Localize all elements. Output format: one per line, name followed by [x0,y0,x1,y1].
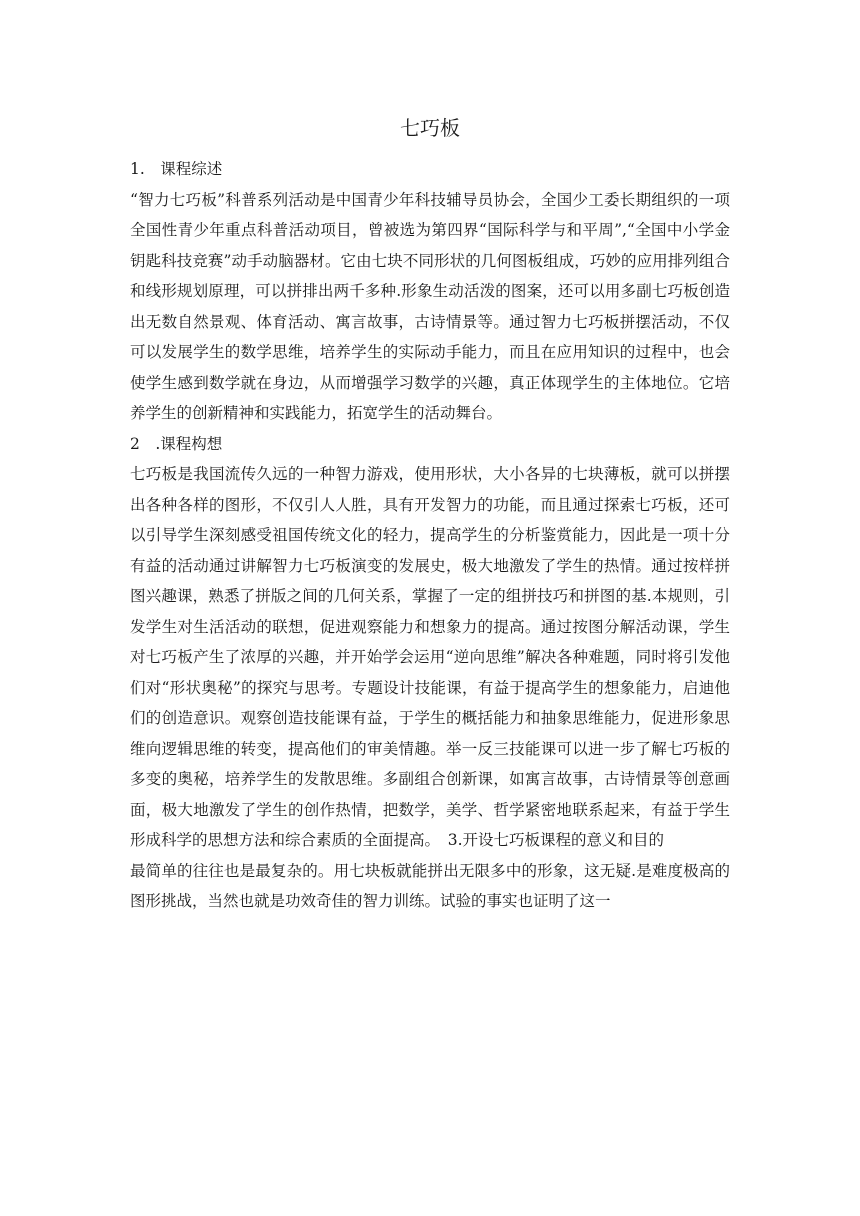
paragraph-course-concept: 七巧板是我国流传久远的一种智力游戏，使用形状，大小各异的七块薄板，就可以拼摆出各种各样的图形，不仅引人人胜，具有开发智力的功能，而且通过探索七巧板，还可以引导学生深刻感受祖国传统文化的轻力，提高学生的分析鉴赏能力，因此是一项十分有益的活动通过讲解智力七巧板演变的发展史，极大地激发了学生的热情。通过按样拼图兴趣课，熟悉了拼版之间的几何关系，掌握了一定的组拼技巧和拼图的基.本规则，引发学生对生活活动的联想，促进观察能力和想象力的提高。通过按图分解活动课，学生对七巧板产生了浓厚的兴趣，并开始学会运用“逆向思维”解决各种难题，同时将引发他们对“形状奥秘”的探究与思考。专题设计技能课，有益于提高学生的想象能力，启迪他们的创造意识。观察创造技能课有益，于学生的概括能力和抽象思维能力，促进形象思维向逻辑思维的转变，提高他们的审美情趣。举一反三技能课可以进一步了解七巧板的多变的奥秘，培养学生的发散思维。多副组合创新课，如寓言故事，古诗情景等创意画面，极大地激发了学生的创作热情，把数学，美学、哲学紧密地联系起来，有益于学生形成科学的思想方法和综合素质的全面提高。 3.开设七巧板课程的意义和目的 [130,465,730,849]
section-heading-course-concept: 2 .课程构想 [130,434,223,453]
document-content [130,154,730,917]
paragraph-course-overview: “智力七巧板”科普系列活动是中国青少年科技辅导员协会，全国少工委长期组织的一项全国性青少年重点科普活动项目，曾被选为第四界“国际科学与和平周”,“全国中小学金钥匙科技竞赛”动手动脑器材。它由七块不同形状的几何图板组成，巧妙的应用排列组合和线形规划原理，可以拼排出两千多种.形象生动活泼的图案，还可以用多副七巧板创造出无数自然景观、体育活动、寓言故事，古诗情景等。通过智力七巧板拼摆活动，不仅可以发展学生的数学思维，培养学生的实际动手能力，而且在应用知识的过程中，也会使学生感到数学就在身边，从而增强学习数学的兴趣，真正体现学生的主体地位。它培养学生的创新精神和实践能力，拓宽学生的活动舞台。 [130,190,730,422]
document-title: 七巧板 [400,116,460,140]
paragraph-course-significance: 最简单的往往也是最复杂的。用七块板就能拼出无限多中的形象，这无疑.是难度极高的图形挑战，当然也就是功效奇佳的智力训练。试验的事实也证明了这一 [130,861,730,910]
section-heading-course-overview: 1. 课程综述 [130,160,223,178]
